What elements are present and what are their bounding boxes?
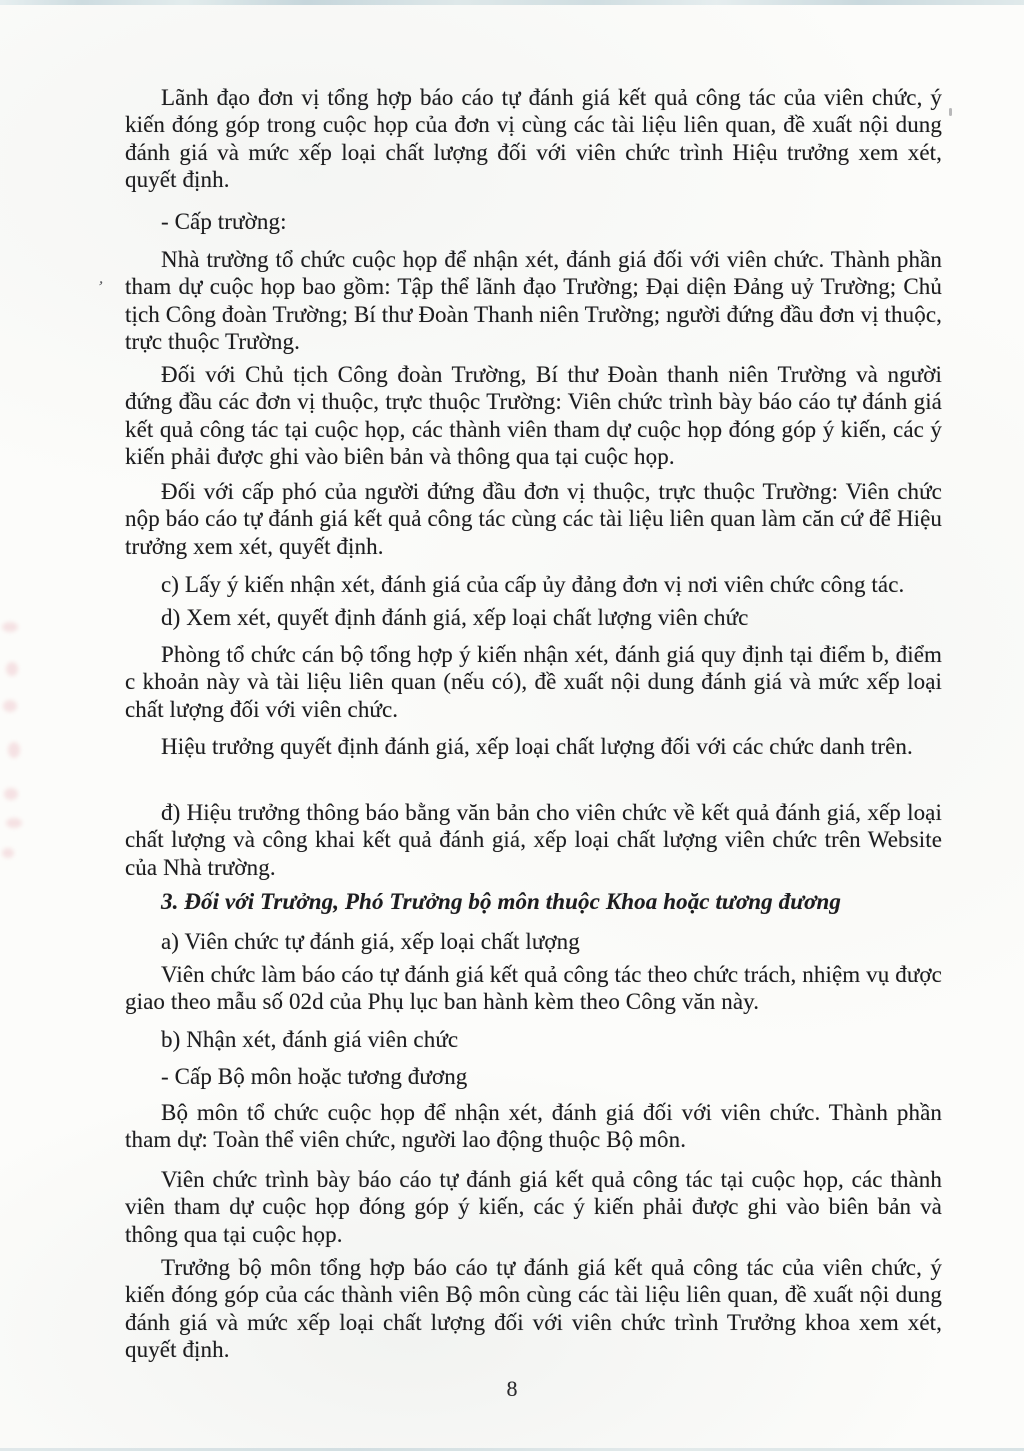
- left-edge-ink-smudge: [4, 788, 18, 800]
- page-number: 8: [506, 1376, 518, 1401]
- left-edge-ink-smudge: [6, 818, 22, 828]
- list-item-d: d) Xem xét, quyết định đánh giá, xếp loại chất lượng viên chức: [161, 605, 749, 630]
- margin-stray-mark: ,: [98, 267, 107, 288]
- section-heading-3: 3. Đối với Trưởng, Phó Trưởng bộ môn thuộc Khoa hoặc tương đương: [161, 889, 842, 914]
- paragraph: Nhà trường tổ chức cuộc họp để nhận xét, đánh giá đối với viên chức. Thành phần tham dự cuộc họp bao gồm: Tập thể lãnh đạo Trường; Đại diện Đảng uỷ Trường; Chủ tịch Công đoàn Trường; Bí thư Đoàn Thanh niên Trường; người đứng đầu đơn vị thuộc, trực thuộc Trường.: [125, 247, 942, 355]
- left-edge-ink-smudge: [3, 700, 17, 712]
- left-edge-ink-smudge: [8, 742, 20, 758]
- paragraph: Viên chức trình bày báo cáo tự đánh giá kết quả công tác tại cuộc họp, các thành viên tham dự cuộc họp đóng góp ý kiến, các ý kiến phải được ghi vào biên bản và thông qua tại cuộc họp.: [125, 1167, 942, 1247]
- paragraph: Phòng tổ chức cán bộ tổng hợp ý kiến nhận xét, đánh giá quy định tại điểm b, điểm c khoản này và tài liệu liên quan (nếu có), đề xuất nội dung đánh giá và mức xếp loại chất lượng đối với viên chức.: [125, 642, 942, 722]
- paragraph: Hiệu trưởng quyết định đánh giá, xếp loại chất lượng đối với các chức danh trên.: [161, 734, 913, 759]
- list-item-a: a) Viên chức tự đánh giá, xếp loại chất lượng: [161, 929, 580, 954]
- paragraph: Đối với cấp phó của người đứng đầu đơn vị thuộc, trực thuộc Trường: Viên chức nộp báo cáo tự đánh giá kết quả công tác cùng các tài liệu liên quan làm căn cứ để Hiệu trưởng xem xét, quyết định.: [125, 479, 942, 559]
- scan-speck: [949, 108, 952, 116]
- left-edge-ink-smudge: [6, 662, 18, 676]
- left-edge-ink-smudge: [2, 848, 14, 858]
- left-edge-ink-smudge: [2, 622, 18, 632]
- paragraph: đ) Hiệu trưởng thông báo bằng văn bản cho viên chức về kết quả đánh giá, xếp loại chất lượng và công khai kết quả đánh giá, xếp loại chất lượng viên chức trên Website của Nhà trường.: [125, 800, 942, 880]
- list-item-b: b) Nhận xét, đánh giá viên chức: [161, 1027, 459, 1052]
- paragraph: Bộ môn tổ chức cuộc họp để nhận xét, đánh giá đối với viên chức. Thành phần tham dự: Toàn thể viên chức, người lao động thuộc Bộ môn.: [125, 1100, 942, 1153]
- paragraph: Trưởng bộ môn tổng hợp báo cáo tự đánh giá kết quả công tác của viên chức, ý kiến đóng góp của các thành viên Bộ môn cùng các tài liệu liên quan, đề xuất nội dung đánh giá và mức xếp loại chất lượng đối với viên chức trình Trưởng khoa xem xét, quyết định.: [125, 1255, 942, 1363]
- paragraph: Đối với Chủ tịch Công đoàn Trường, Bí thư Đoàn thanh niên Trường và người đứng đầu các đơn vị thuộc, trực thuộc Trường: Viên chức trình bày báo cáo tự đánh giá kết quả công tác tại cuộc họp, các thành viên tham dự cuộc họp đóng góp ý kiến, các ý kiến phải được ghi vào biên bản và thông qua tại cuộc họp.: [125, 362, 942, 470]
- paragraph: Viên chức làm báo cáo tự đánh giá kết quả công tác theo chức trách, nhiệm vụ được giao theo mẫu số 02d của Phụ lục ban hành kèm theo Công văn này.: [125, 962, 942, 1015]
- dash-item: - Cấp Bộ môn hoặc tương đương: [161, 1064, 468, 1089]
- dash-item: - Cấp trường:: [161, 209, 287, 234]
- list-item-c: c) Lấy ý kiến nhận xét, đánh giá của cấp ủy đảng đơn vị nơi viên chức công tác.: [161, 572, 905, 597]
- paragraph: Lãnh đạo đơn vị tổng hợp báo cáo tự đánh giá kết quả công tác của viên chức, ý kiến đóng góp trong cuộc họp của đơn vị cùng các tài liệu liên quan, đề xuất nội dung đánh giá và mức xếp loại chất lượng đối với viên chức trình Hiệu trưởng xem xét, quyết định.: [125, 85, 942, 193]
